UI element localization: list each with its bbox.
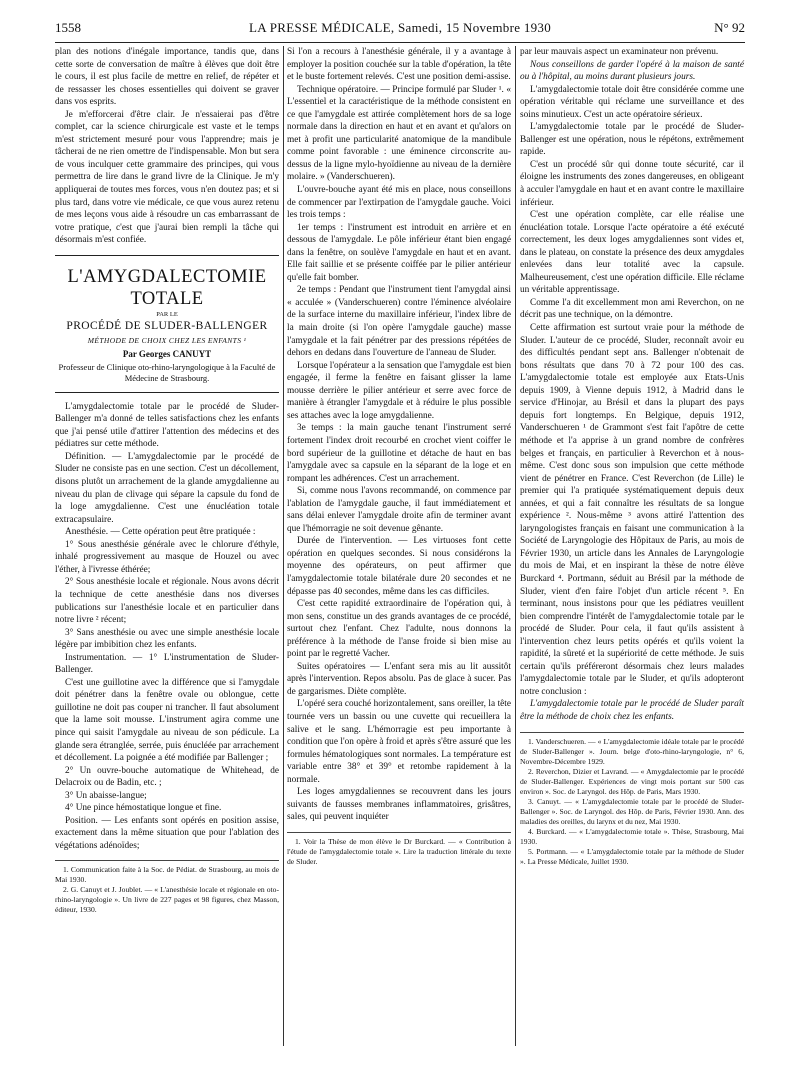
footnotes [287,832,511,867]
paragraph: C'est une guillotine avec la différence que si l'amygdale doit pénétrer dans la fenêtre ovale ou oblongue, cette guillotine ne doit pas couper ni trancher. Il faut absolument que la lame soit mousse. L'instrument agira comme une pince qui saisit l'amygdale au niveau de son pédicule. La glande sera étranglée, serrée, puis énucléée par arrachement et décollement. La poignée a été modifiée par Ballenger ; [55,677,279,764]
page-number: 1558 [55,20,81,35]
footnotes [520,732,744,867]
paragraph: C'est une opération complète, car elle réalise une énucléation totale. Lorsque l'acte opératoire a été exécuté correctement, les deux loges amygdaliennes sont vides et, dans le plateau, on constate la présence des deux amygdales enlevées dans leur totalité avec la capsule. Malheureusement, c'est une opération difficile. Elle réclame un véritable apprentissage. [520,210,744,296]
journal-title: LA PRESSE MÉDICALE, Samedi, 15 Novembre 1930 [248,20,552,35]
paragraph: 2° Un ouvre-bouche automatique de Whitehead, de Delacroix ou de Badin, etc. ; [55,765,279,789]
paragraph: Si, comme nous l'avons recommandé, on commence par l'ablation de l'amygdale gauche, il faut immédiatement et sans délai enlever l'amygdale droite afin de terminer avant que l'hémorragie ne soit devenue gênante. [287,486,511,534]
paragraph: Je m'efforcerai d'être clair. Je n'essaierai pas d'être complet, car la science chirurgicale est vaste et le temps m'est strictement mesuré pour vous l'apprendre; mais je tâcherai de ne rien omettre de l'indispensable. Mon but sera de vous inculquer cette grammaire des principes, qui vous permettra de lire dans le grand livre de la Clinique. Je m'y appliquerai de toutes mes forces, vous n'en doutez pas; et si plus tard, dans votre vie médicale, ce que vous aurez retenu de mes leçons vous aide à résoudre un cas embarrassant de votre pratique, c'est que j'aurai bien rempli la tâche qui désormais m'est confiée. [55,109,279,246]
divider [55,392,279,393]
paragraph: L'amygdalectomie totale par le procédé de Sluder-Ballenger m'a donné de telles satisfactions chez les enfants que j'ai pensé utile d'attirer l'attention des médecins et des pédiatres sur cette méthode. [55,401,279,450]
paragraph: L'opéré sera couché horizontalement, sans oreiller, la tête tournée vers un bassin ou une cuvette qui recueillera la salive et le sang. L'hémorragie est peu importante à condition que l'on opère à froid et après s'être assuré que les formules hématologiques sont normales. La température est variable entre 38° et 39° et retombe rapidement à la normale. [287,699,511,785]
paragraph: 3° Un abaisse-langue; [65,790,147,801]
column-rule-2 [515,46,516,1046]
article-author-title: Professeur de Clinique oto-rhino-laryngologique à la Faculté de Médecine de Strasbourg. [58,361,276,383]
paragraph: Position. — Les enfants sont opérés en position assise, exactement dans la même situation que pour l'ablation des végétations adénoïdes; [55,815,279,851]
paragraph: Instrumentation. — 1° L'instrumentation de Sluder-Ballenger. [55,652,279,676]
footnote: 5. Portmann. — « L'amygdalectomie totale par la méthode de Sluder ». La Presse Médicale, Juillet 1930. [520,846,744,866]
paragraph: Les loges amygdaliennes se recouvrent dans les jours suivants de fausses membranes inflammatoires, grisâtres, sales, qui peuvent inquiéter [287,787,511,823]
footnote: 2. Reverchon, Dizier et Lavrand. — « Amygdalectomie par le procédé de Sluder-Ballenger. Expériences de vingt mois portant sur 500 cas environ ». Soc. de Laryngol. des Hôp. de Paris, Mars 1930. [520,766,744,796]
footnote: 1. Communication faite à la Soc. de Pédiat. de Strasbourg, au mois de Mai 1930. [55,865,279,885]
paragraph: 2° Sous anesthésie locale et régionale. Nous avons décrit la technique de cette anesthésie dans nos diverses publications sur l'anesthésie locale et en particulier dans notre livre ² récent; [55,577,279,626]
article-author: Par Georges CANUYT [122,348,212,359]
footnote: 4. Burckard. — « L'amygdalectomie totale ». Thèse, Strasbourg, Mai 1930. [520,826,744,846]
paragraph: Lorsque l'opérateur a la sensation que l'amygdale est bien engagée, il ferme la fenêtre en faisant glisser la lame mousse derrière le pilier antérieur et serre avec force de manière à étrangler l'amygdale et à réduire le plus possible ses attaches avec la loge amygdalienne. [287,360,512,421]
paragraph: Comme l'a dit excellemment mon ami Reverchon, on ne décrit pas une technique, on la démontre. [520,297,744,321]
paragraph: Nous conseillons de garder l'opéré à la maison de santé ou à l'hôpital, au moins durant plusieurs jours. [520,59,744,83]
article-par-le: PAR LE [156,310,178,318]
footnote: 2. G. Canuyt et J. Joublet. — « L'anesthésie locale et régionale en oto-rhino-laryngologie ». Un livre de 227 pages et 98 figures, chez Masson, éditeur, 1930. [55,885,279,915]
paragraph: L'ouvre-bouche ayant été mis en place, nous conseillons de commencer par l'extirpation de l'amygdale gauche. Voici les trois temps : [287,185,511,221]
conclusion: L'amygdalectomie totale par le procédé de Sluder paraît être la méthode de choix chez les enfants. [520,699,744,722]
paragraph: plan des notions d'inégale importance, tandis que, dans cette sorte de conversation de maître à élèves que doit être le cours, il est plus facile de mettre en relief, de répéter et de ressasser les choses essentielles qui doivent se graver dans vos esprits. [55,47,279,108]
column-2 [287,46,511,867]
paragraph: C'est cette rapidité extraordinaire de l'opération qui, à mon sens, constitue un des grands avantages de ce procédé, surtout chez l'enfant. Chez l'adulte, nous donnons la préférence à la méthode de l'anse froide si bien mise au point par le regretté Vacher. [287,599,511,660]
footnote: 1. Voir la Thèse de mon élève le Dr Burckard. — « Contribution à l'étude de l'amygdalectomie totale ». Lire la traduction littérale du texte de Sluder. [287,836,511,866]
article-subtitle: PROCÉDÉ DE SLUDER-BALLENGER [66,319,268,332]
paragraph: Anesthésie. — Cette opération peut être pratiquée : [65,527,256,538]
footnotes [55,860,279,915]
paragraph: Durée de l'intervention. — Les virtuoses font cette opération en quelques secondes. Si nous considérons la moyenne des opérateurs, on peut affirmer que l'amygdalectomie totale bilatérale dure 20 secondes et ne dépasse pas 40 secondes, même dans les cas difficiles. [287,536,511,597]
paragraph: 1er temps : l'instrument est introduit en arrière et en dessous de l'amygdale. Le pôle inférieur étant bien engagé dans la fenêtre, on soulève l'amygdale en haut et en avant. Elle fait saillie et se présente coiffée par le pilier antérieur qu'elle fait bomber. [287,222,511,283]
column-rule-1 [283,46,284,1046]
paragraph: par leur mauvais aspect un examinateur non prévenu. [520,47,719,57]
paragraph: Technique opératoire. — Principe formulé par Sluder ¹. « L'essentiel et la caractéristique de la méthode consistent en ce que l'amygdale est attirée complètement hors de sa loge normale dans la direction en haut et en avant et qu'alors on met à profit une particularité anatomique de la mandibule comme point favorable : une éminence circonscrite au-dessus de la ligne mylo-hyoïdienne au niveau de la dernière molaire. » (Vanderschueren). [287,84,511,183]
column-3 [520,46,744,867]
paragraph: Suites opératoires — L'enfant sera mis au lit aussitôt après l'intervention. Repos absolu. Pas de glace à sucer. Pas de gargarismes. Diète complète. [287,661,511,697]
paragraph: Cette affirmation est surtout vraie pour la méthode de Sluder. L'auteur de ce procédé, Sluder, reconnaît avoir eu des difficultés pendant sept ans. Ballenger n'obtenait de bons résultats que dans 70 à 72 pour 100 des cas. L'amygdalectomie totale est employée aux Etats-Unis depuis 1909, à Vienne depuis 1912, à Madrid dans le service d'Hinojar, au Brésil et dans la plupart des pays depuis fort longtemps. En Belgique, depuis 1912, Vanderschueren ¹ de Grammont s'est fait l'apôtre de cette méthode et l'a apprise à un grand nombre de confrères belges et français, en particulier à Reverchon et à nous-même. C'est donc sous son impulsion que cette méthode vient de pénétrer en France. C'est Reverchon (de Lille) le premier qui l'a pratiquée systématiquement depuis deux années, et qui a fait connaître les résultats de sa longue expérience ². Nous-même ³ avons attiré l'attention des laryngologistes français en faisant une communication à la Société de Laryngologie des Hôpitaux de Paris, au mois de Février 1930, un article dans les Annales de Laryngologie du mois de Mai, et en inspirant la thèse de notre élève Burckard ⁴. Portmann, séduit au Brésil par la méthode de Sluder, vient d'en faire l'objet d'un article récent ⁵. En terminant, nous insistons pour que les pédiatres veuillent bien comprendre l'intérêt de l'amygdalectomie totale par le procédé de Sluder. Pour cela, il faut qu'ils assistent à l'intervention chez leurs petits opérés et qu'ils voient la rapidité, la sûreté et la supériorité de cette méthode. Je suis certain qu'ils préféreront désormais chez leurs malades l'amygdalectomie totale par le Sluder, et qu'ils adopteront notre conclusion : [520,323,744,697]
issue-number: N° 92 [714,20,745,35]
page-header [55,20,745,43]
article-title-block [55,255,279,393]
article-method: MÉTHODE DE CHOIX CHEZ LES ENFANTS ¹ [87,335,247,345]
footnote: 3. Canuyt. — « L'amygdalectomie totale par le procédé de Sluder-Ballenger ». Soc. de Laryngol. des Hôp. de Paris, Février 1930. Ann. des maladies des oreilles, du larynx et du nez, Mai 1930. [520,796,744,826]
column-1 [55,46,279,915]
article-title: L'AMYGDALECTOMIE TOTALE [67,266,267,309]
paragraph: L'amygdalectomie totale doit être considérée comme une opération véritable qui réclame une surveillance et des soins minutieux. C'est un acte opératoire sérieux. [520,84,744,120]
paragraph: Définition. — L'amygdalectomie par le procédé de Sluder ne consiste pas en une section. C'est un décollement, disons plutôt un arrachement de la glande amygdalienne au niveau du plan de clivage qui sépare la capsule du fond de la loge amygdalienne. C'est une énucléation totale extracapsulaire. [55,451,279,525]
paragraph: L'amygdalectomie totale par le procédé de Sluder-Ballenger est une opération, nous le répétons, extrêmement rapide. [520,122,744,158]
paragraph: 3° Sans anesthésie ou avec une simple anesthésie locale légère par imbibition chez les enfants. [55,627,279,651]
footnote: 1. Vanderschueren. — « L'amygdalectomie idéale totale par le procédé de Sluder-Ballenger ». Journ. belge d'oto-rhino-laryngologie, n° 6, Novembre-Décembre 1929. [520,736,744,766]
paragraph: 1° Sous anesthésie générale avec le chlorure d'éthyle, inhalé progressivement au masque de Houzel ou avec l'éther, à l'ivresse éthérée; [55,539,279,575]
paragraph: C'est un procédé sûr qui donne toute sécurité, car il éloigne les instruments des zones dangereuses, en obligeant à acculer l'amygdale en haut et en avant contre le maxillaire inférieur. [520,159,744,208]
paragraph: 3e temps : la main gauche tenant l'instrument serré fortement l'index droit recourbé en crochet vient coiffer le bord supérieur de la guillotine et détache de haut en bas l'amygdale avec sa capsule en la séparant de la loge et en rompant les adhérences. C'est un arrachement. [287,423,511,484]
paragraph: 4° Une pince hémostatique longue et fine. [65,803,222,814]
paragraph: 2e temps : Pendant que l'instrument tient l'amygdal ainsi « acculée » (Vanderschueren) contre l'éminence alvéolaire de la surface interne du maxillaire inférieur, l'index libre de la main droite (si l'on opère l'amygdale gauche) masse l'amygdale et la fait pénétrer par des pressions répétées de dehors en dedans dans l'ouverture de l'anneau de Sluder. [287,285,511,359]
paragraph: Si l'on a recours à l'anesthésie générale, il y a avantage à employer la position couchée sur la table d'opération, la tête et le buste fortement relevés. C'est une position demi-assise. [287,47,511,83]
